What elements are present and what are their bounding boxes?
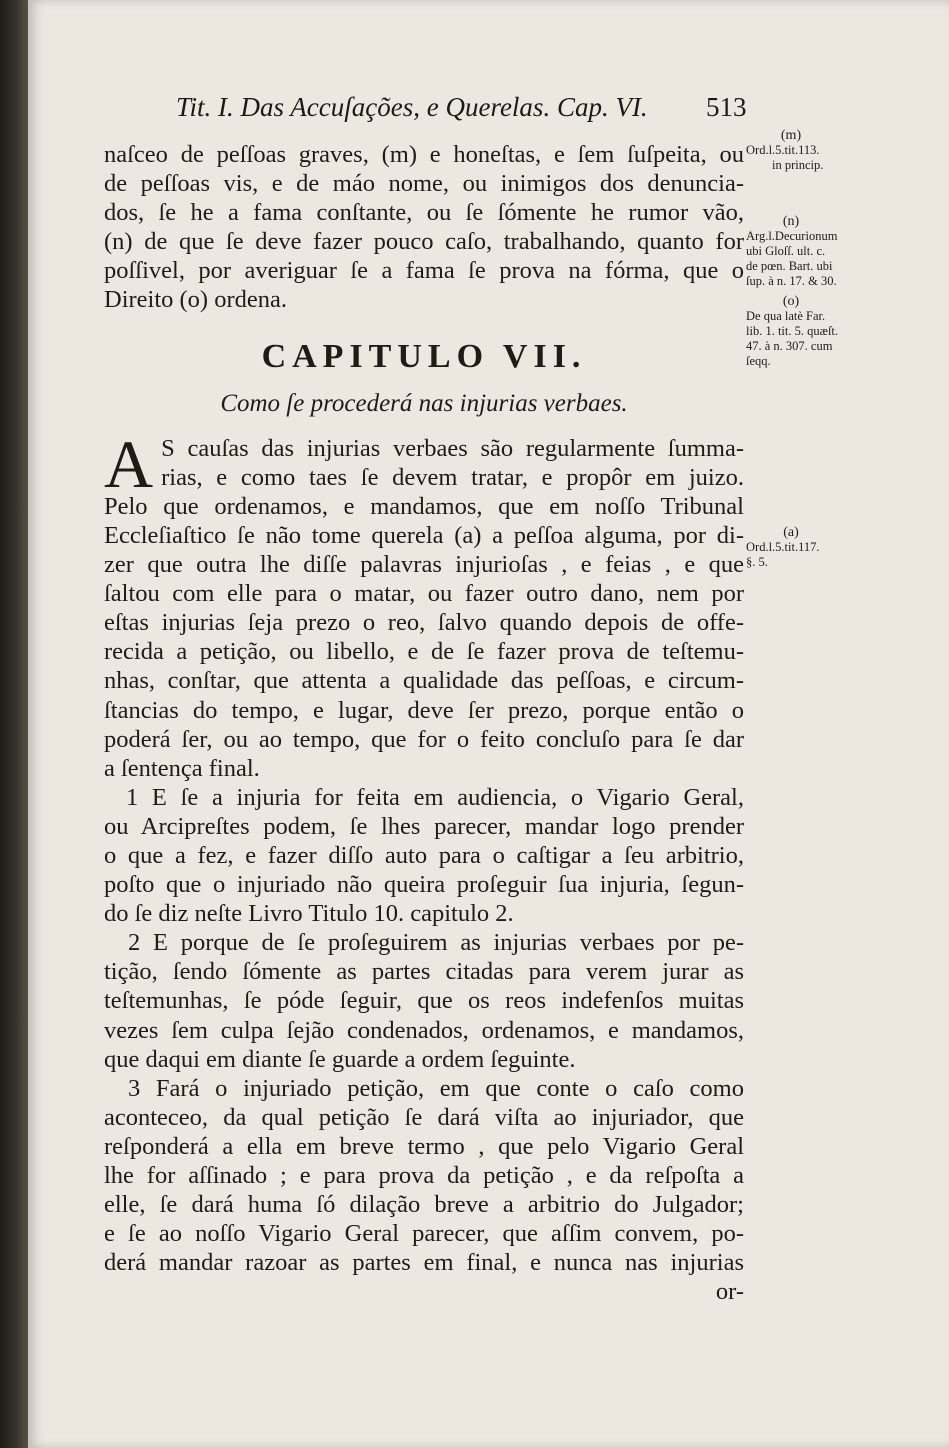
text-line: Pelo que ordenamos, e mandamos, que em noſſo Tribunal	[104, 492, 744, 520]
text-line: 2 E porque de ſe proſeguirem as injurias verbaes por pe-	[128, 929, 744, 957]
margin-note-m	[746, 128, 876, 173]
margin-line: §. 5.	[746, 555, 768, 569]
page-number: 513	[706, 92, 747, 122]
text-line: o que a fez, e fazer diſſo auto para o caſtigar a ſeu arbitrio,	[104, 841, 744, 869]
text-line: e ſe ao noſſo Vigario Geral parecer, que aſſim convem, po-	[104, 1220, 744, 1248]
margin-line: Ord.l.5.tit.117.	[746, 540, 820, 554]
text-line: nhas, conſtar, que attenta a qualidade das peſſoas, e circum-	[104, 667, 744, 695]
running-title: Tit. I. Das Accuſações, e Querelas. Cap. VI.	[176, 92, 648, 122]
text-line: que daqui em diante ſe guarde a ordem ſeguinte.	[104, 1045, 576, 1073]
text-line: zer que outra lhe diſſe palavras injurioſas , e feias , e que	[104, 551, 744, 579]
margin-line: Ord.l.5.tit.113.	[746, 143, 820, 157]
text-line: 1 E ſe a injuria for feita em audiencia, o Vigario Geral,	[126, 783, 744, 811]
text-line: (n) de que ſe deve fazer pouco caſo, trabalhando, quanto for	[104, 228, 744, 256]
text-line: aconteceo, da qual petição ſe dará viſta ao injuriador, que	[104, 1103, 744, 1131]
text-line: ſaltou com elle para o matar, ou fazer outro dano, nem por	[104, 580, 744, 608]
main-text-block	[104, 140, 744, 1306]
margin-line: 47. à n. 307. cum	[746, 339, 833, 353]
running-header	[176, 92, 776, 123]
margin-line: de pœn. Bart. ubi	[746, 259, 833, 273]
catchword: or-	[715, 1278, 744, 1306]
text-line: S cauſas das injurias verbaes são regularmente ſumma-	[161, 434, 744, 462]
margin-line: ſup. à n. 17. & 30.	[746, 274, 837, 288]
margin-mark: (m)	[780, 128, 802, 143]
margin-note-o	[746, 294, 876, 369]
book-page	[28, 0, 949, 1448]
text-line: de peſſoas vis, e de máo nome, ou inimigos dos denuncia-	[104, 170, 744, 198]
margin-line: De qua latè Far.	[746, 309, 826, 323]
text-line: poderá ſer, ou ao tempo, que for o feito concluſo para ſe dar	[104, 725, 744, 753]
text-line: ou Arcipreſtes podem, ſe lhes parecer, mandar logo prender	[104, 812, 744, 840]
text-line: a ſentença final.	[104, 754, 260, 782]
text-line: teſtemunhas, ſe póde ſeguir, que os reos indefenſos muitas	[104, 987, 744, 1015]
text-line: naſceo de peſſoas graves, (m) e honeſtas, e ſem ſuſpeita, ou	[104, 141, 744, 168]
margin-mark: (a)	[783, 525, 799, 540]
text-line: reſponderá a ella em breve termo , que pelo Vigario Geral	[104, 1132, 744, 1160]
margin-note-a	[746, 525, 876, 570]
margin-line: in princip.	[772, 158, 824, 172]
text-line: Eccleſiaſtico ſe não tome querela (a) a peſſoa alguma, por di-	[104, 521, 744, 549]
text-line: elle, ſe dará huma ſó dilação breve a arbitrio do Julgador;	[104, 1191, 744, 1219]
margin-mark: (o)	[782, 294, 800, 309]
text-line: derá mandar razoar as partes em final, e nunca nas injurias	[104, 1249, 744, 1277]
text-line: eſtas injurias ſeja prezo o reo, ſalvo quando depois de offe-	[104, 609, 744, 637]
drop-cap: A	[104, 425, 154, 502]
text-line: Direito (o) ordena.	[104, 286, 287, 314]
margin-line: Arg.l.Decurionum	[746, 229, 838, 243]
margin-note-n	[746, 214, 876, 289]
text-line: rias, e como taes ſe devem tratar, e propôr em juizo.	[161, 463, 744, 491]
text-line: poſſivel, por averiguar ſe a fama ſe prova na fórma, que o	[104, 257, 744, 285]
text-line: 3 Fará o injuriado petição, em que conte o caſo como	[128, 1074, 744, 1102]
margin-mark: (n)	[782, 214, 800, 229]
text-line: lhe for aſſinado ; e para prova da petição , e da reſpoſta a	[104, 1162, 744, 1189]
chapter-title: CAPITULO VII.	[261, 337, 587, 375]
text-line: tição, ſendo ſómente as partes citadas para verem jurar as	[104, 958, 744, 986]
text-line: ſtancias do tempo, e lugar, deve ſer prezo, porque então o	[104, 696, 744, 724]
text-line: do ſe diz neſte Livro Titulo 10. capitulo 2.	[104, 900, 514, 928]
margin-line: ſeqq.	[746, 354, 771, 368]
text-line: recida a petição, ou libello, e de ſe fazer prova de teſtemu-	[104, 638, 744, 666]
chapter-subtitle: Como ſe procederá nas injurias verbaes.	[220, 389, 628, 417]
text-line: poſto que o injuriado não queira proſeguir ſua injuria, ſegun-	[104, 871, 744, 899]
book-gutter-edge	[0, 0, 28, 1448]
margin-line: lib. 1. tit. 5. quæſt.	[746, 324, 839, 338]
margin-line: ubi Gloſſ. ult. c.	[746, 244, 826, 258]
text-line: dos, ſe he a fama conſtante, ou ſe ſómente he rumor vão,	[104, 199, 744, 227]
text-line: vezes ſem culpa ſejão condenados, ordenamos, e mandamos,	[104, 1016, 744, 1044]
